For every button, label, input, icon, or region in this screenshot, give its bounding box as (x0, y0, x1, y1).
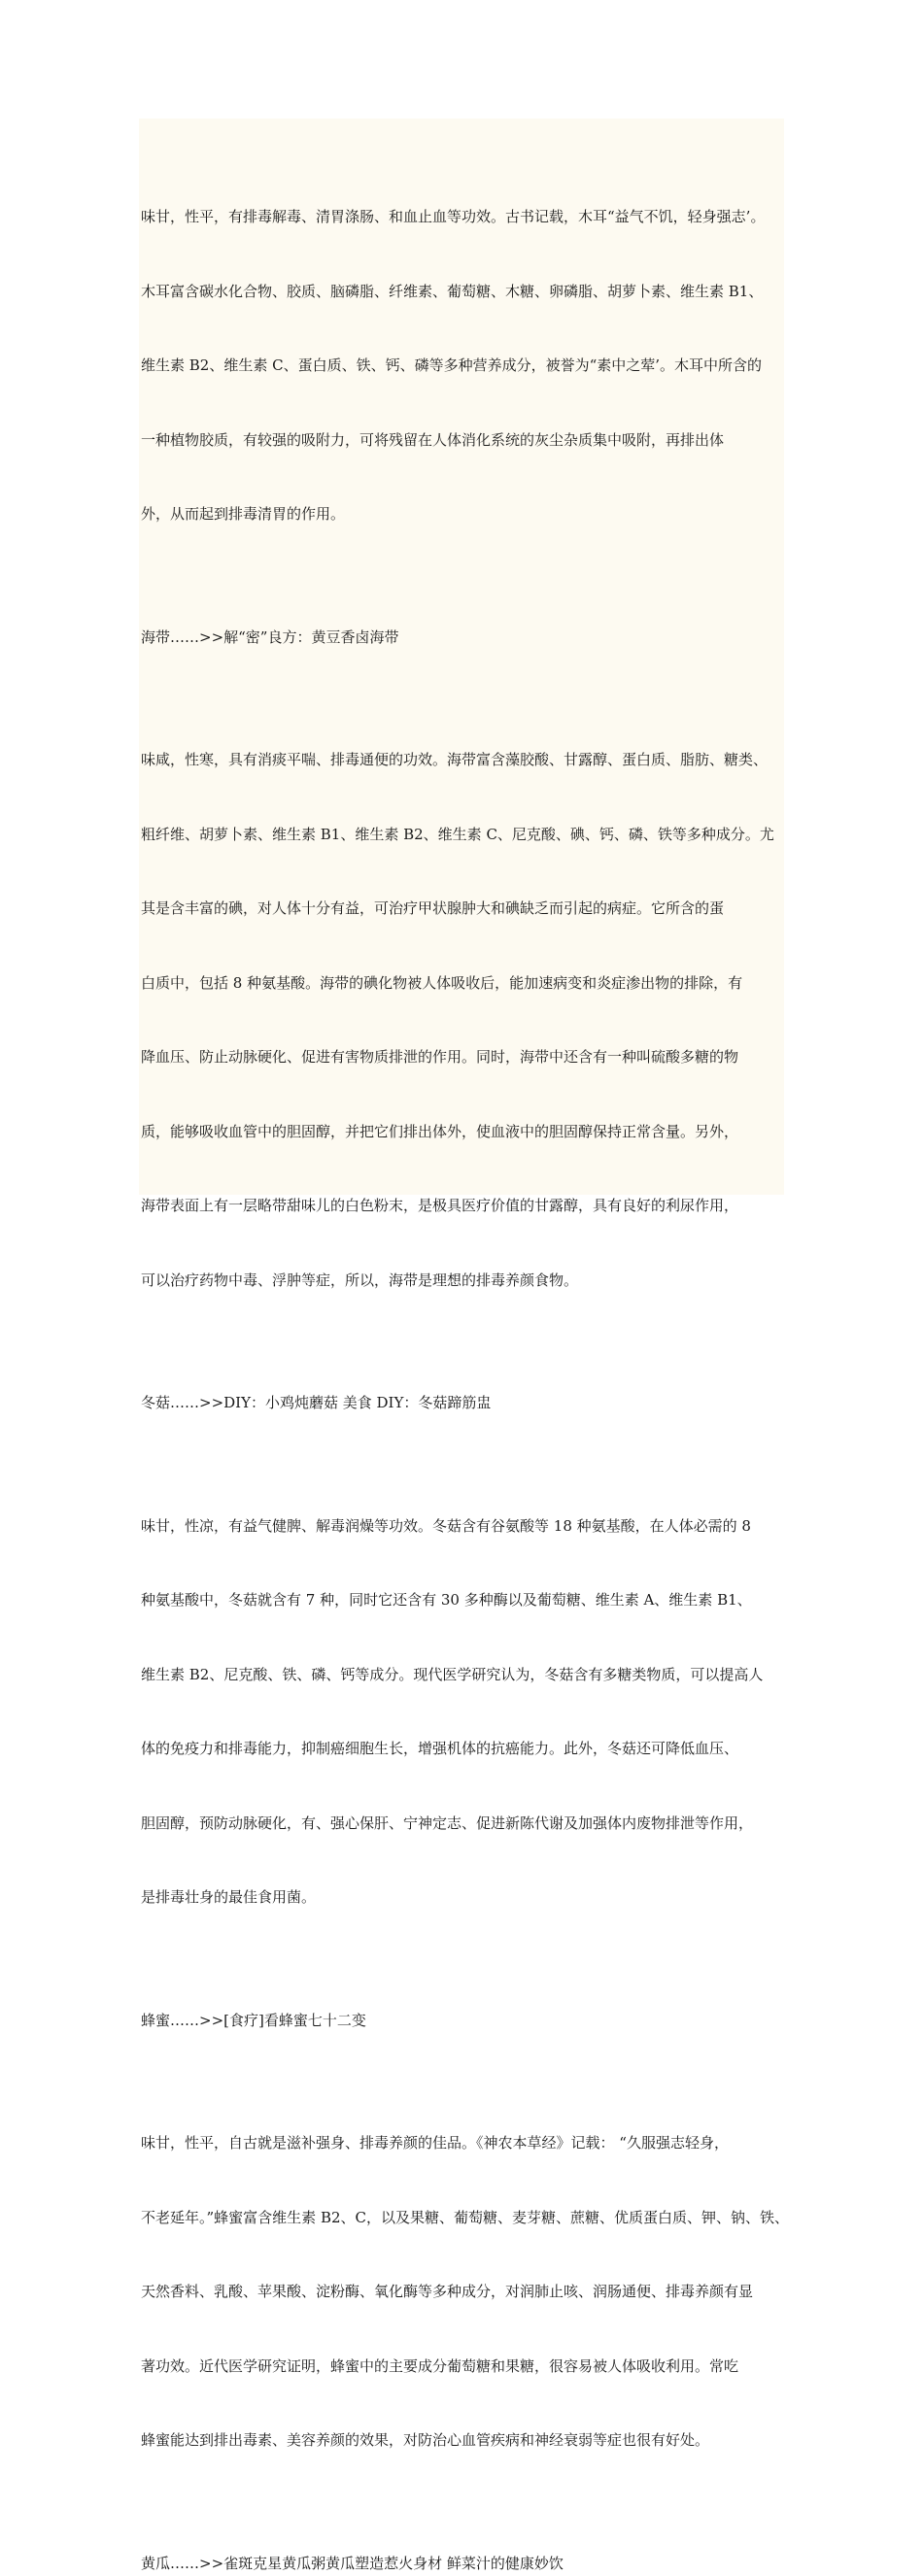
spacer (141, 1342, 792, 1391)
text-line: 蜂蜜能达到排出毒素、美容养颜的效果，对防治心血管疾病和神经衰弱等症也很有好处。 (141, 2428, 792, 2454)
text-line: 一种植物胶质，有较强的吸附力，可将残留在人体消化系统的灰尘杂质集中吸附，再排出体 (141, 428, 792, 454)
text-line: 不老延年。”蜂蜜富含维生素 B2、C，以及果糖、葡萄糖、麦芽糖、蔗糖、优质蛋白质、钾、钠、铁、 (141, 2206, 792, 2231)
spacer (141, 2503, 792, 2552)
text-line: 降血压、防止动脉硬化、促进有害物质排泄的作用。同时，海带中还含有一种叫硫酸多糖的物 (141, 1045, 792, 1070)
text-line: 质，能够吸收血管中的胆固醇，并把它们排出体外，使血液中的胆固醇保持正常含量。另外， (141, 1120, 792, 1145)
text-line: 味甘，性凉，有益气健脾、解毒润燥等功效。冬菇含有谷氨酸等 18 种氨基酸，在人体必需的 8 (141, 1514, 792, 1540)
spacer (141, 1416, 792, 1465)
text-line: 其是含丰富的碘，对人体十分有益，可治疗甲状腺肿大和碘缺乏而引起的病症。它所含的蛋 (141, 897, 792, 922)
text-line: 体的免疫力和排毒能力，抑制癌细胞生长，增强机体的抗癌能力。此外，冬菇还可降低血压、 (141, 1737, 792, 1762)
text-line: 白质中，包括 8 种氨基酸。海带的碘化物被人体吸收后，能加速病变和炎症渗出物的排除，有 (141, 971, 792, 997)
section-heading-haidai[interactable]: 海带……>>解“密”良方：黄豆香卤海带 (141, 626, 792, 651)
text-line: 味甘，性平，自古就是滋补强身、排毒养颜的佳品。《神农本草经》记载： “久服强志轻身， (141, 2131, 792, 2156)
paragraph-fengmi (141, 2082, 792, 2503)
text-line: 粗纤维、胡萝卜素、维生素 B1、维生素 B2、维生素 C、尼克酸、碘、钙、磷、铁等多种成分。尤 (141, 823, 792, 848)
text-line: 是排毒壮身的最佳食用菌。 (141, 1885, 792, 1911)
text-line: 胆固醇，预防动脉硬化，有、强心保肝、宁神定志、促进新陈代谢及加强体内废物排泄等作用， (141, 1812, 792, 1837)
text-line: 维生素 B2、维生素 C、蛋白质、铁、钙、磷等多种营养成分，被誉为“素中之荤’。木耳中所含的 (141, 354, 792, 379)
text-line: 可以治疗药物中毒、浮肿等症，所以，海带是理想的排毒养颜食物。 (141, 1269, 792, 1294)
spacer (141, 2033, 792, 2082)
paragraph-donggu (141, 1465, 792, 1960)
spacer (141, 577, 792, 626)
text-line: 木耳富含碳水化合物、胶质、脑磷脂、纤维素、葡萄糖、木糖、卵磷脂、胡萝卜素、维生素 B1、 (141, 280, 792, 305)
section-heading-donggu[interactable]: 冬菇……>>DIY：小鸡炖蘑菇 美食 DIY：冬菇蹄筋盅 (141, 1391, 792, 1416)
section-heading-fengmi[interactable]: 蜂蜜……>>[食疗]看蜂蜜七十二变 (141, 2009, 792, 2034)
text-line: 味甘，性平，有排毒解毒、清胃涤肠、和血止血等功效。古书记载，木耳“益气不饥，轻身强志’。 (141, 205, 792, 230)
text-line: 种氨基酸中，冬菇就含有 7 种，同时它还含有 30 多种酶以及葡萄糖、维生素 A、维生素 B1、 (141, 1588, 792, 1613)
spacer (141, 1960, 792, 2009)
paragraph-muer (141, 155, 792, 577)
text-line: 维生素 B2、尼克酸、铁、磷、钙等成分。现代医学研究认为，冬菇含有多糖类物质，可以提高人 (141, 1663, 792, 1688)
section-heading-huanggua[interactable]: 黄瓜……>>雀斑克星黄瓜粥黄瓜塑造惹火身材 鲜菜汁的健康妙饮 (141, 2552, 792, 2576)
paragraph-haidai (141, 698, 792, 1342)
text-line: 外，从而起到排毒清胃的作用。 (141, 502, 792, 527)
spacer (141, 650, 792, 698)
text-line: 海带表面上有一层略带甜味儿的白色粉末，是极具医疗价值的甘露醇，具有良好的利尿作用， (141, 1194, 792, 1219)
text-line: 味咸，性寒，具有消痰平喘、排毒通便的功效。海带富含藻胶酸、甘露醇、蛋白质、脂肪、糖类、 (141, 748, 792, 773)
text-line: 天然香料、乳酸、苹果酸、淀粉酶、氧化酶等多种成分，对润肺止咳、润肠通便、排毒养颜有显 (141, 2280, 792, 2305)
article-body (141, 155, 792, 2576)
text-line: 著功效。近代医学研究证明，蜂蜜中的主要成分葡萄糖和果糖，很容易被人体吸收利用。常吃 (141, 2355, 792, 2380)
